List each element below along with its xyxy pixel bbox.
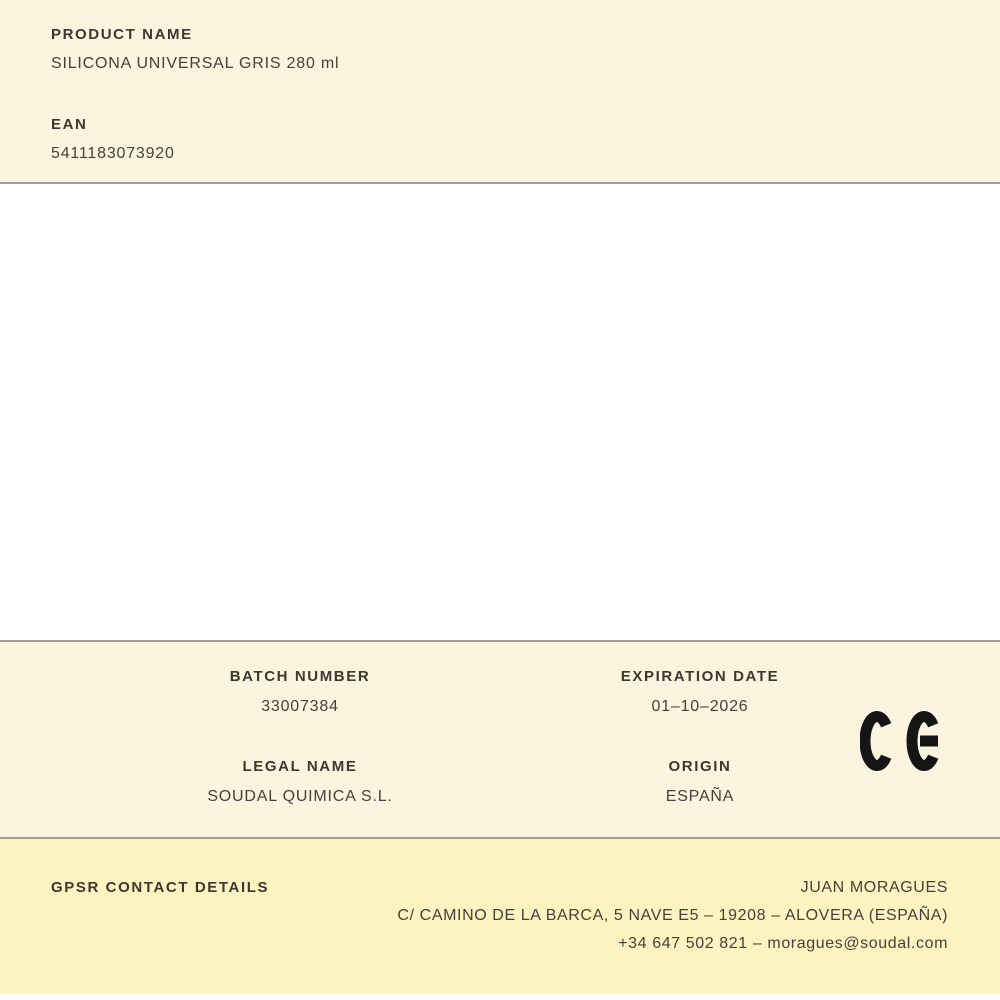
product-name-field xyxy=(51,25,949,74)
batch-number-field xyxy=(230,667,371,717)
ean-label: EAN xyxy=(51,116,88,133)
origin-field xyxy=(666,757,735,807)
gpsr-contact-section xyxy=(0,839,1000,994)
origin-label: ORIGIN xyxy=(668,758,732,775)
legal-name-field xyxy=(207,757,392,807)
legal-name-label: LEGAL NAME xyxy=(242,758,358,775)
product-info-section xyxy=(0,0,1000,184)
batch-number-label: BATCH NUMBER xyxy=(229,668,371,685)
legal-name-value: SOUDAL QUIMICA S.L. xyxy=(207,788,393,805)
batch-info-right-column xyxy=(500,667,900,807)
gpsr-contact-title: GPSR CONTACT DETAILS xyxy=(51,879,270,896)
ean-field xyxy=(51,115,949,164)
ce-mark-icon xyxy=(860,711,940,771)
origin-value: ESPAÑA xyxy=(665,788,735,805)
batch-info-grid xyxy=(100,667,900,807)
product-name-label: PRODUCT NAME xyxy=(51,26,193,43)
batch-info-left-column xyxy=(100,667,500,807)
gpsr-contact-name: JUAN MORAGUES xyxy=(800,879,948,896)
gpsr-contact-address: C/ CAMINO DE LA BARCA, 5 NAVE E5 – 19208 – ALOVERA (ESPAÑA) xyxy=(397,907,948,924)
product-name-value: SILICONA UNIVERSAL GRIS 280 ml xyxy=(51,55,340,72)
batch-info-section xyxy=(0,642,1000,839)
product-image-area xyxy=(0,184,1000,642)
expiration-date-label: EXPIRATION DATE xyxy=(620,668,780,685)
gpsr-contact-block xyxy=(397,874,948,994)
expiration-date-value: 01–10–2026 xyxy=(651,698,749,715)
expiration-date-field xyxy=(621,667,779,717)
gpsr-contact-phone-email: +34 647 502 821 – moragues@soudal.com xyxy=(618,935,948,952)
batch-number-value: 33007384 xyxy=(261,698,339,715)
ean-value: 5411183073920 xyxy=(51,145,175,162)
